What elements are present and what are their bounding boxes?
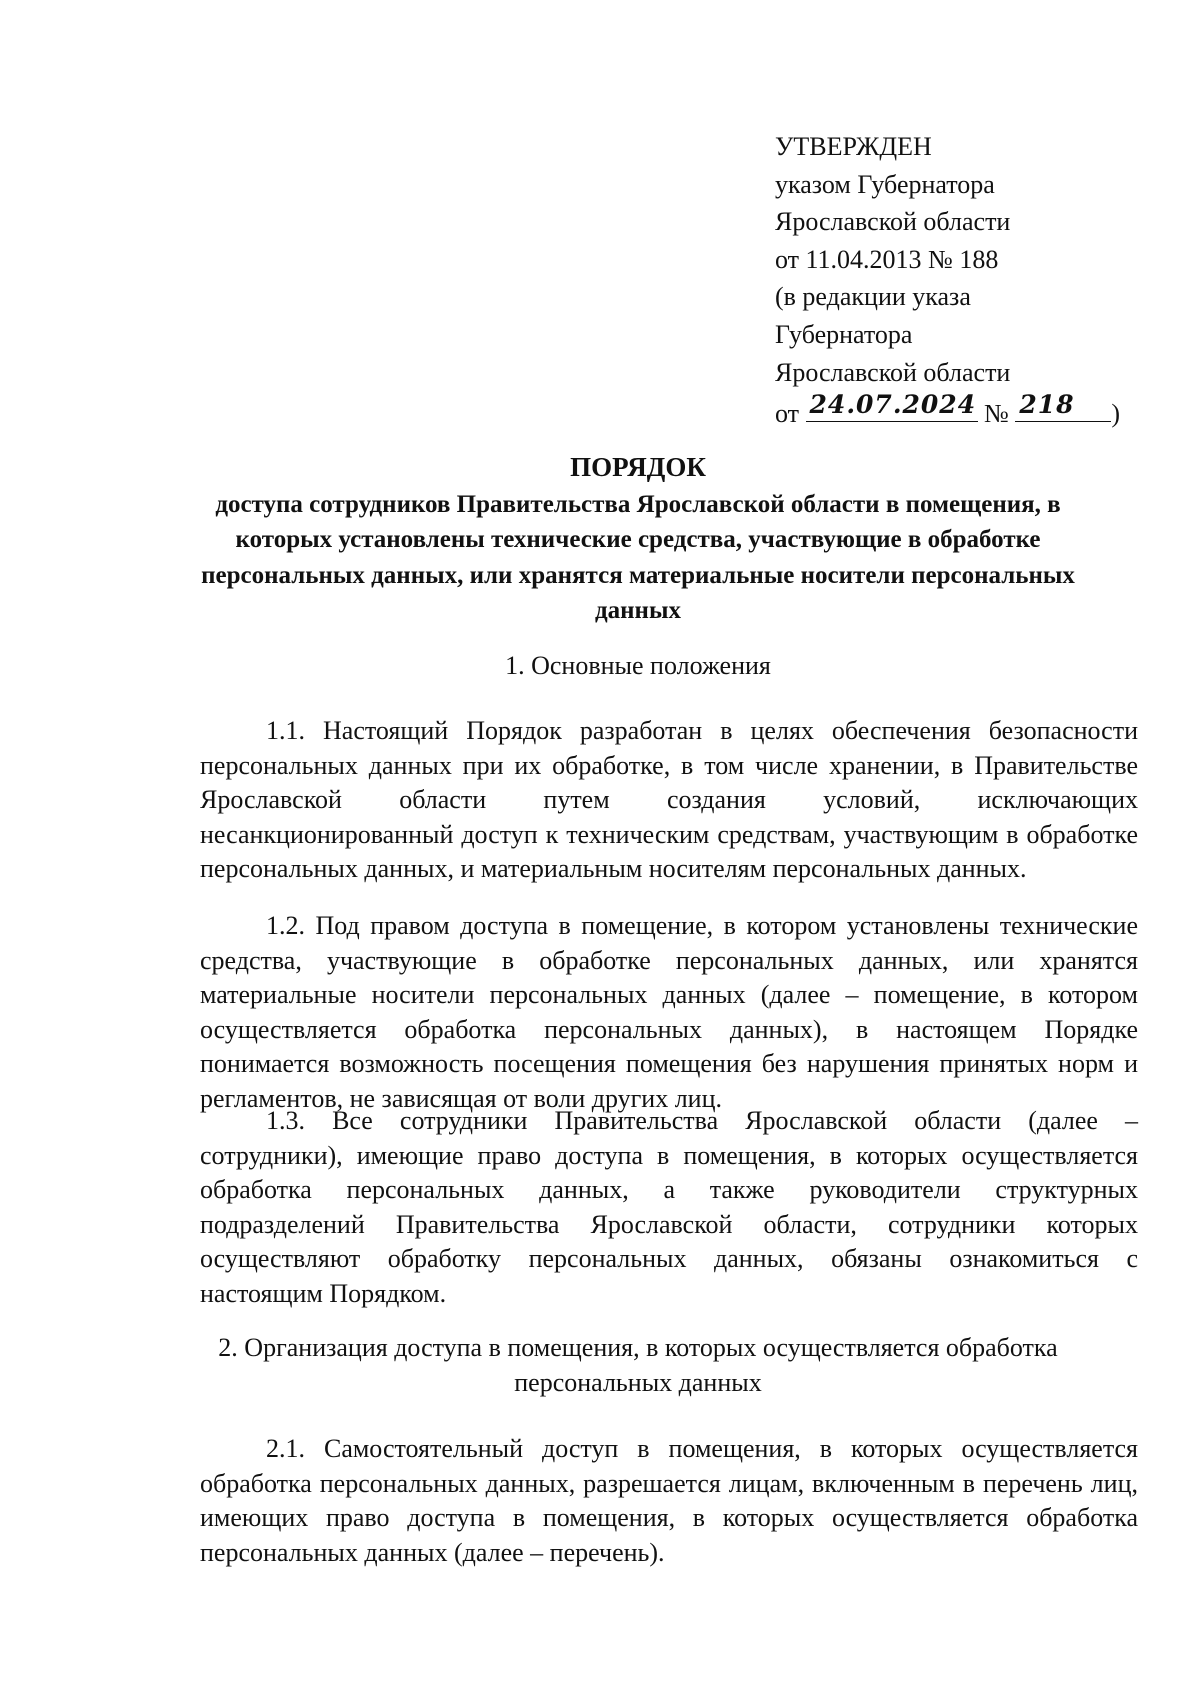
paragraph: 2.1. Самостоятельный доступ в помещения, в которых осуществляется обработка персональных данных, разрешается лицам, включенным в перечень лиц, имеющих право доступа в помещения, в которых осуществляется обработка персональных данных (далее – перечень). xyxy=(200,1434,1138,1567)
approval-line: указом Губернатора xyxy=(775,169,995,199)
approval-line: УТВЕРЖДЕН xyxy=(775,132,932,161)
title-main: ПОРЯДОК xyxy=(570,452,706,482)
document-title xyxy=(185,450,1091,629)
date-prefix: от xyxy=(775,399,800,429)
number-prefix: № xyxy=(984,399,1009,429)
paragraph: 1.3. Все сотрудники Правительства Ярославской области (далее – сотрудники), имеющие право доступа в помещения, в которых осуществляется обработка персональных данных, а также руководители структурных подразделений Правительства Ярославской области, сотрудники которых осуществляют обработку персональных данных, обязаны ознакомиться с настоящим Порядком. xyxy=(200,1106,1138,1308)
number-field xyxy=(1015,391,1111,422)
paragraph: 1.2. Под правом доступа в помещение, в котором установлены технические средства, участвующие в обработке персональных данных, или хранятся материальные носители персональных данных (далее – помещение, в котором осуществляется обработка персональных данных), в настоящем Порядке понимается возможность посещения помещения без нарушения принятых норм и регламентов, не зависящая от воли других лиц. xyxy=(200,911,1138,1113)
approval-line: от 11.04.2013 № 188 xyxy=(775,244,999,274)
approval-line: (в редакции указа xyxy=(775,282,971,312)
approval-line: Ярославской области xyxy=(775,357,1011,387)
approval-date-line xyxy=(775,391,1120,433)
section-heading: 2. Организация доступа в помещения, в которых осуществляется обработка персональных данных xyxy=(218,1333,1058,1397)
approval-stamp xyxy=(775,128,1120,433)
approval-line: Губернатора xyxy=(775,319,913,349)
closing-bracket: ) xyxy=(1111,399,1121,429)
title-subtitle: доступа сотрудников Правительства Ярославской области в помещения, в которых установлены технические средства, участвующие в обработке персональных данных, или хранятся материальные носители персональных данных xyxy=(201,490,1075,624)
date-field xyxy=(806,391,978,422)
handwritten-date: 24.07.2024 xyxy=(809,389,977,419)
approval-line: Ярославской области xyxy=(775,207,1011,237)
section-heading: 1. Основные положения xyxy=(505,651,771,680)
paragraph: 1.1. Настоящий Порядок разработан в целях обеспечения безопасности персональных данных при их обработке, в том числе хранении, в Правительстве Ярославской области путем создания условий, исключающих несанкционированный доступ к техническим средствам, участвующим в обработке персональных данных, и материальным носителям персональных данных. xyxy=(200,716,1138,883)
handwritten-number: 218 xyxy=(1019,389,1075,419)
